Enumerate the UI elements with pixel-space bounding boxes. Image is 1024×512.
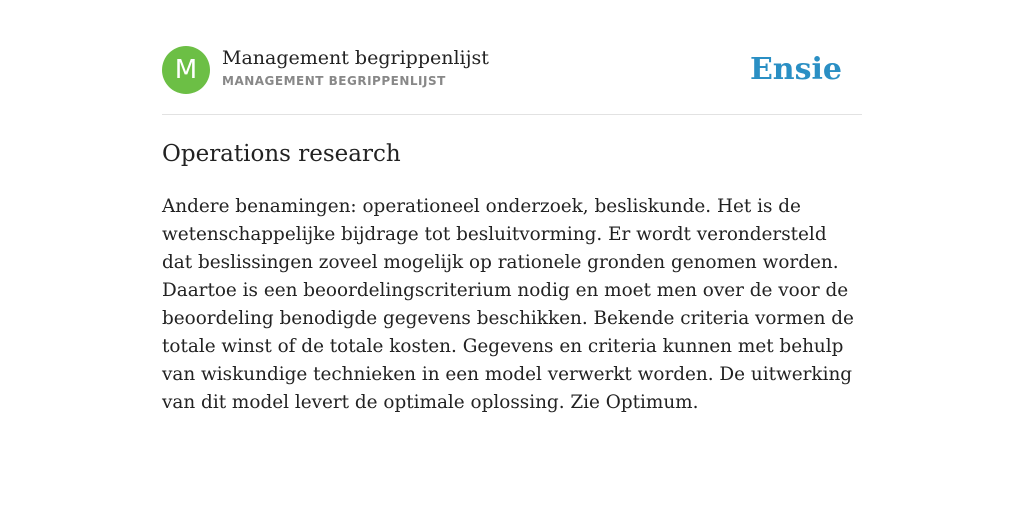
definition-card xyxy=(162,46,862,417)
source-subtitle: MANAGEMENT BEGRIPPENLIJST xyxy=(222,74,446,88)
term-title: Operations research xyxy=(162,141,401,167)
avatar: M xyxy=(162,46,210,94)
ensie-logo[interactable]: Ensie xyxy=(749,52,842,87)
card-header xyxy=(162,46,862,115)
source-titles xyxy=(222,46,489,88)
source-title[interactable]: Management begrippenlijst xyxy=(222,47,489,69)
term-definition: Andere benamingen: operationeel onderzoek, besliskunde. Het is de wetenschappelijke bijdrage tot besluitvorming. Er wordt verondersteld dat beslissingen zoveel mogelijk op rationele gronden genomen worden. Daartoe is een beoordelingscriterium nodig en moet men over de voor de beoordeling benodigde gegevens beschikken. Bekende criteria vormen de totale winst of de totale kosten. Gegevens en criteria kunnen met behulp van wiskundige technieken in een model verwerkt worden. De uitwerking van dit model levert de optimale oplossing. Zie Optimum. xyxy=(162,196,854,413)
